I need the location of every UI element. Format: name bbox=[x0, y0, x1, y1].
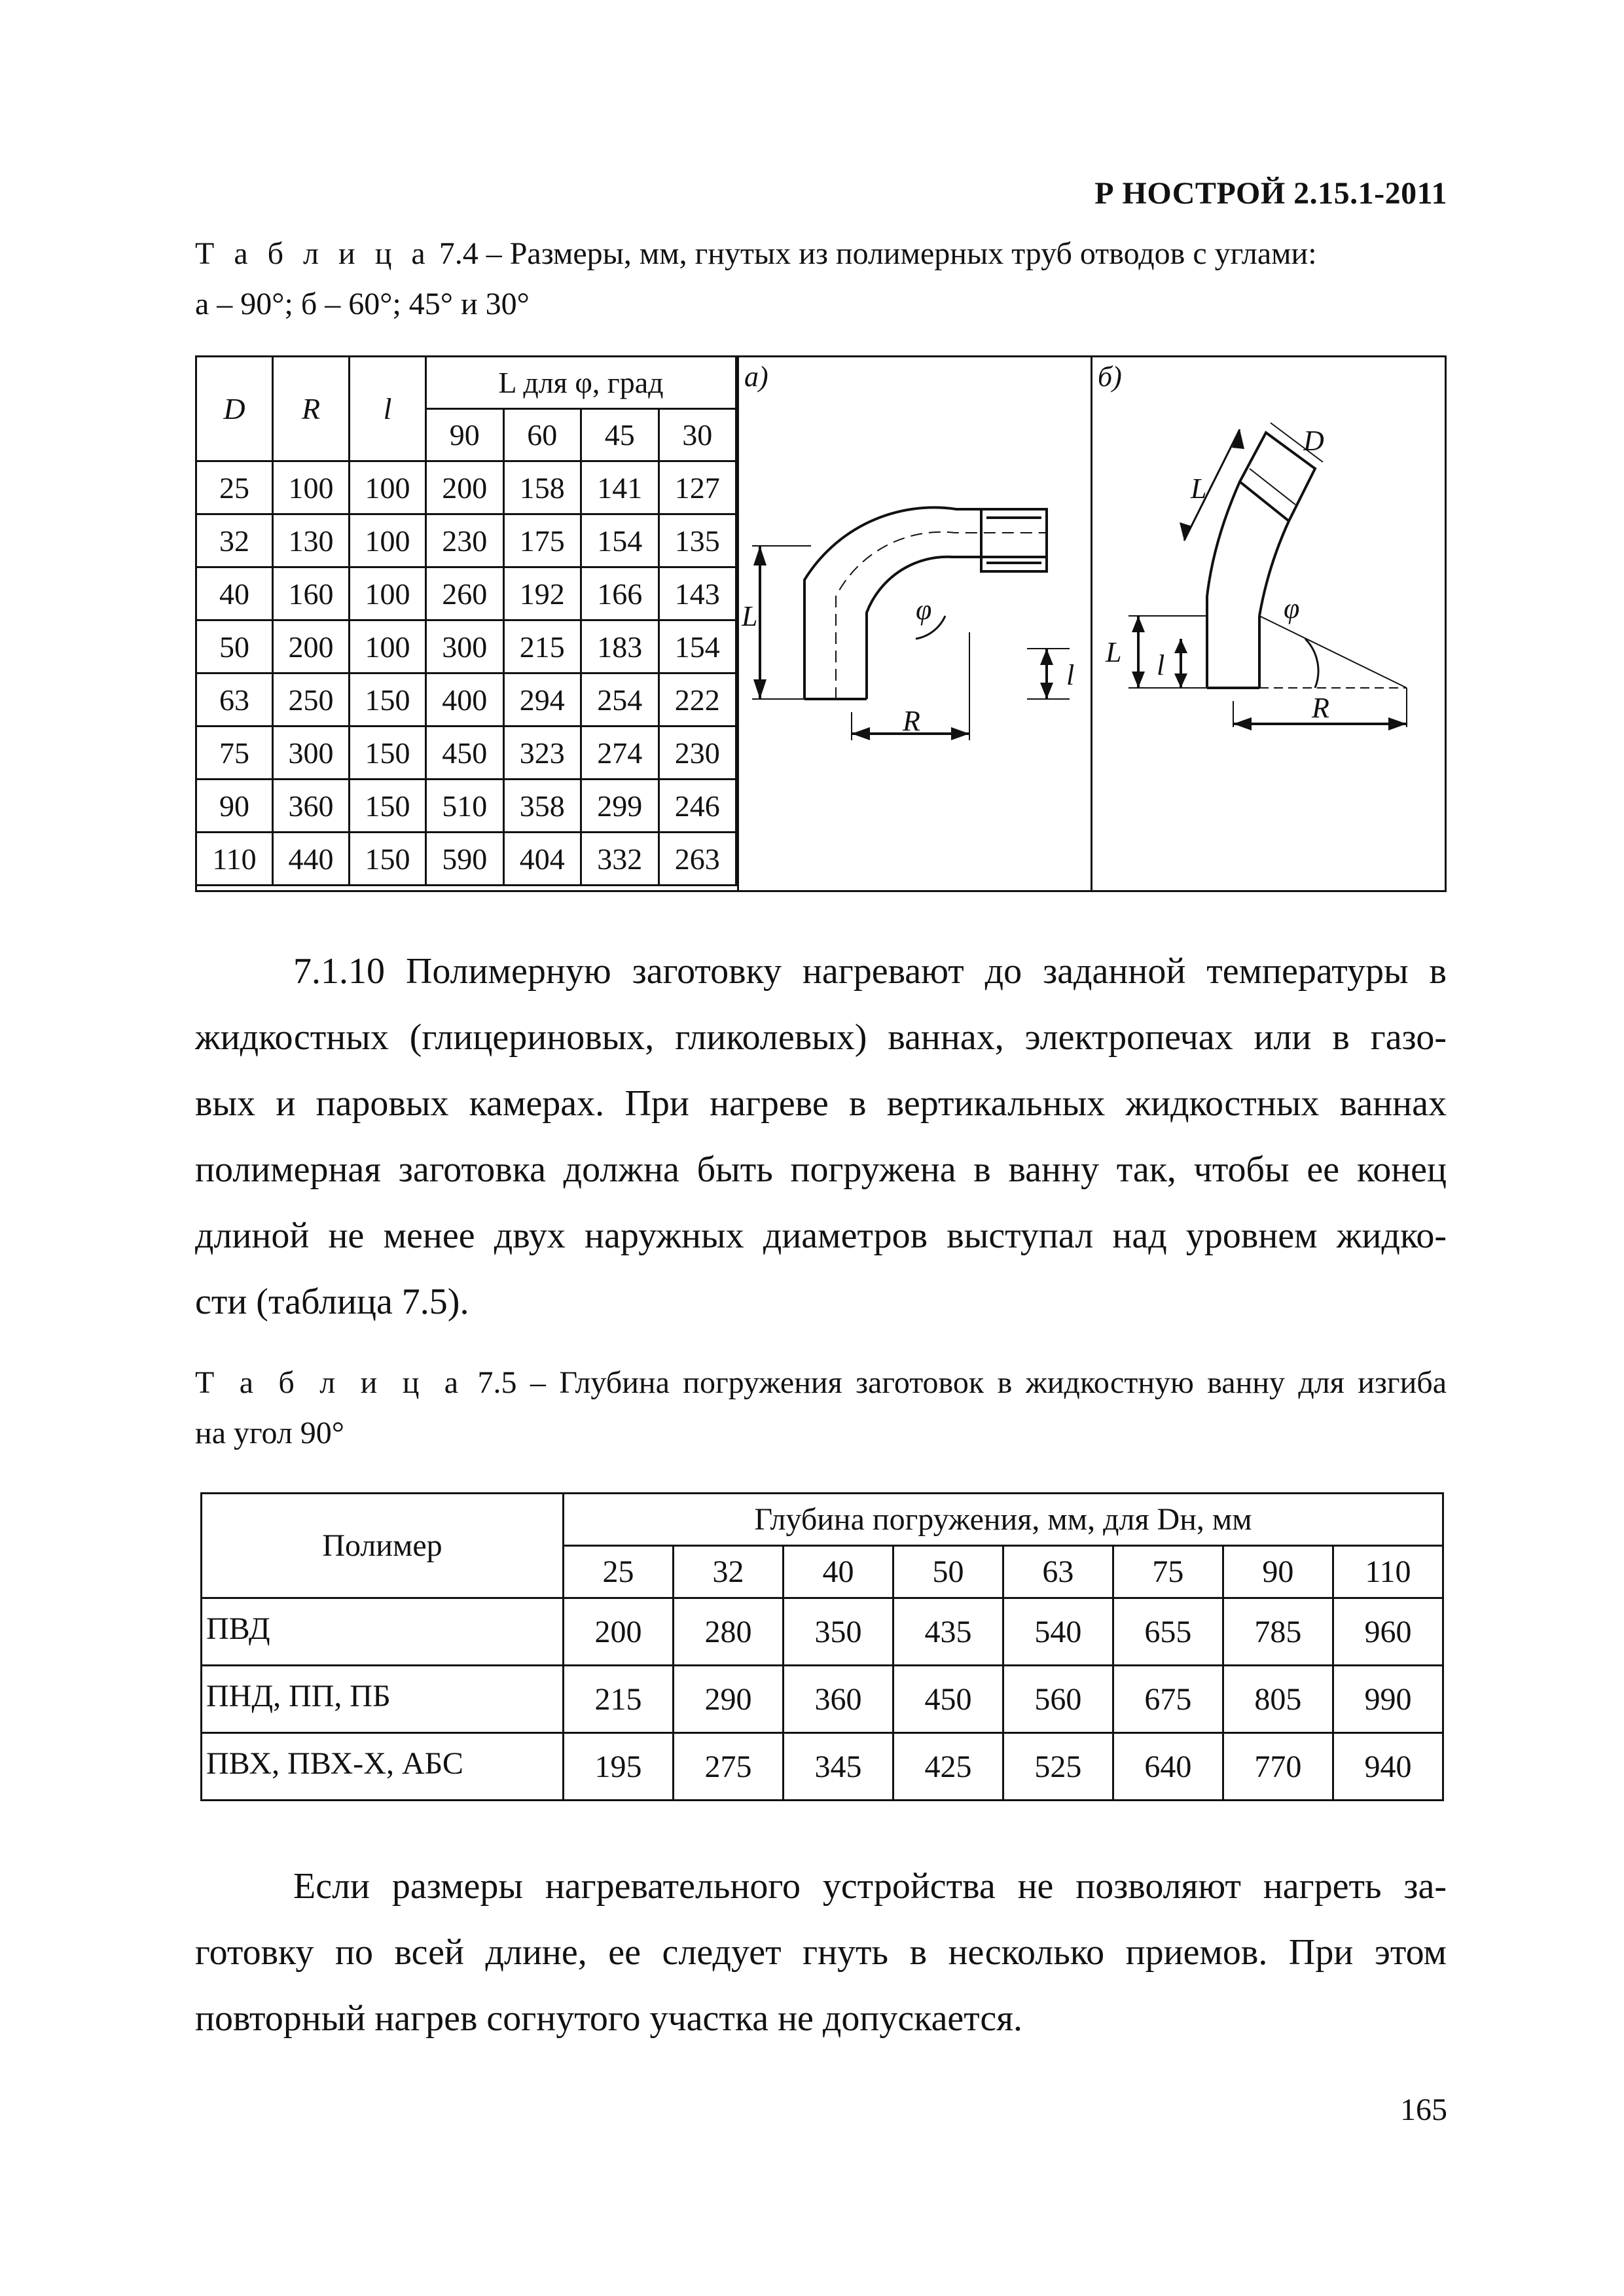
table-7-5-caption bbox=[195, 1358, 1447, 1459]
table-cell: 143 bbox=[659, 567, 736, 620]
paragraph-7-1-10 bbox=[195, 939, 1447, 1335]
depth-cell: 215 bbox=[564, 1666, 674, 1733]
depth-cell: 425 bbox=[893, 1733, 1003, 1801]
caption-line-2: на угол 90° bbox=[195, 1415, 344, 1450]
table-cell: 215 bbox=[503, 620, 581, 673]
para2-line: повторный нагрев согнутого участка не допускается. bbox=[195, 1998, 1023, 2039]
para1-line: 7.1.10 Полимерную заготовку нагревают до заданной температуры в bbox=[293, 951, 1447, 992]
table-row bbox=[196, 780, 736, 833]
table-cell: 130 bbox=[273, 514, 350, 567]
table-7-4-caption bbox=[195, 229, 1439, 330]
polymer-cell: ПВХ, ПВХ-Х, АБС bbox=[202, 1733, 564, 1801]
caption-prefix: Т а б л и ц а bbox=[195, 236, 431, 271]
table-row bbox=[196, 461, 736, 514]
fig-a-R-label: R bbox=[903, 705, 920, 737]
depth-cell: 640 bbox=[1113, 1733, 1223, 1801]
table-cell: 150 bbox=[350, 673, 426, 726]
depth-cell: 450 bbox=[893, 1666, 1003, 1733]
caption-line-2: а – 90°; б – 60°; 45° и 30° bbox=[195, 286, 530, 321]
para1-line: вых и паровых камерах. При нагреве в вертикальных жидкостных ваннах bbox=[195, 1083, 1447, 1124]
caption-prefix: Т а б л и ц а bbox=[195, 1365, 465, 1400]
table-cell: 100 bbox=[350, 620, 426, 673]
depth-cell: 675 bbox=[1113, 1666, 1223, 1733]
table-cell: 450 bbox=[426, 726, 504, 780]
fig-a-phi-label: φ bbox=[916, 594, 932, 626]
depth-cell: 770 bbox=[1223, 1733, 1333, 1801]
table-row bbox=[202, 1598, 1443, 1666]
depth-cell: 540 bbox=[1003, 1598, 1113, 1666]
para1-line: полимерная заготовка должна быть погружена в ванну так, чтобы ее конец bbox=[195, 1149, 1447, 1190]
depth-cell: 345 bbox=[783, 1733, 893, 1801]
depth-cell: 280 bbox=[673, 1598, 783, 1666]
depth-cell: 785 bbox=[1223, 1598, 1333, 1666]
table-cell: 90 bbox=[196, 780, 273, 833]
table-cell: 200 bbox=[273, 620, 350, 673]
table-cell: 150 bbox=[350, 780, 426, 833]
depth-cell: 435 bbox=[893, 1598, 1003, 1666]
header-L-for-phi: L для φ, град bbox=[426, 357, 736, 409]
table-cell: 154 bbox=[581, 514, 659, 567]
angle-45: 45 bbox=[581, 409, 659, 461]
fig-a-L-label: L bbox=[742, 600, 758, 632]
para1-line: жидкостных (глицериновых, гликолевых) ваннах, электропечах или в газо- bbox=[195, 1017, 1447, 1058]
header-l: l bbox=[350, 357, 426, 461]
header-depth: Глубина погружения, мм, для Dн, мм bbox=[564, 1494, 1443, 1546]
table-cell: 141 bbox=[581, 461, 659, 514]
table-cell: 200 bbox=[426, 461, 504, 514]
table-cell: 323 bbox=[503, 726, 581, 780]
table-cell: 175 bbox=[503, 514, 581, 567]
table-cell: 590 bbox=[426, 833, 504, 886]
para1-line: сти (таблица 7.5). bbox=[195, 1282, 469, 1322]
table-cell: 154 bbox=[659, 620, 736, 673]
header-R: R bbox=[273, 357, 350, 461]
angle-30: 30 bbox=[659, 409, 736, 461]
fig-b-L2-label: L bbox=[1106, 636, 1122, 668]
table-row bbox=[196, 514, 736, 567]
table-cell: 183 bbox=[581, 620, 659, 673]
diameter-header: 75 bbox=[1113, 1546, 1223, 1598]
table-cell: 166 bbox=[581, 567, 659, 620]
table-cell: 299 bbox=[581, 780, 659, 833]
table-cell: 246 bbox=[659, 780, 736, 833]
table-cell: 100 bbox=[350, 461, 426, 514]
polymer-cell: ПВД bbox=[202, 1598, 564, 1666]
table-cell: 158 bbox=[503, 461, 581, 514]
table-cell: 135 bbox=[659, 514, 736, 567]
fig-b-R-label: R bbox=[1312, 692, 1329, 724]
table-cell: 40 bbox=[196, 567, 273, 620]
table-row bbox=[196, 726, 736, 780]
table-cell: 230 bbox=[426, 514, 504, 567]
table-row bbox=[202, 1666, 1443, 1733]
table-cell: 50 bbox=[196, 620, 273, 673]
table-7-5 bbox=[200, 1492, 1444, 1801]
fig-b-phi-label: φ bbox=[1284, 592, 1300, 624]
header-polymer: Полимер bbox=[202, 1494, 564, 1598]
table-7-4-frame bbox=[195, 355, 1447, 892]
table-cell: 274 bbox=[581, 726, 659, 780]
table-cell: 294 bbox=[503, 673, 581, 726]
diameter-header: 90 bbox=[1223, 1546, 1333, 1598]
document-code-header: Р НОСТРОЙ 2.15.1-2011 bbox=[1094, 176, 1447, 211]
depth-cell: 990 bbox=[1333, 1666, 1443, 1733]
depth-cell: 350 bbox=[783, 1598, 893, 1666]
depth-cell: 195 bbox=[564, 1733, 674, 1801]
diameter-header: 32 bbox=[673, 1546, 783, 1598]
table-cell: 404 bbox=[503, 833, 581, 886]
table-cell: 510 bbox=[426, 780, 504, 833]
depth-cell: 275 bbox=[673, 1733, 783, 1801]
table-7-4 bbox=[195, 355, 737, 886]
table-cell: 192 bbox=[503, 567, 581, 620]
table-cell: 300 bbox=[273, 726, 350, 780]
fig-b-L-label: L bbox=[1191, 473, 1207, 505]
table-cell: 230 bbox=[659, 726, 736, 780]
table-cell: 100 bbox=[350, 567, 426, 620]
table-cell: 150 bbox=[350, 833, 426, 886]
figure-a bbox=[737, 357, 1092, 890]
table-row bbox=[202, 1733, 1443, 1801]
table-cell: 100 bbox=[273, 461, 350, 514]
para2-line: Если размеры нагревательного устройства не позволяют нагреть за- bbox=[293, 1866, 1447, 1907]
paragraph-heating bbox=[195, 1854, 1447, 2052]
figure-b-label: б) bbox=[1098, 361, 1122, 393]
table-cell: 127 bbox=[659, 461, 736, 514]
fig-a-l-label: l bbox=[1066, 659, 1075, 691]
depth-cell: 200 bbox=[564, 1598, 674, 1666]
table-row bbox=[196, 567, 736, 620]
table-cell: 400 bbox=[426, 673, 504, 726]
depth-cell: 940 bbox=[1333, 1733, 1443, 1801]
table-cell: 75 bbox=[196, 726, 273, 780]
table-cell: 25 bbox=[196, 461, 273, 514]
caption-text: 7.4 – Размеры, мм, гнутых из полимерных труб отводов с углами: bbox=[431, 236, 1317, 271]
table-cell: 332 bbox=[581, 833, 659, 886]
table-cell: 100 bbox=[350, 514, 426, 567]
table-cell: 160 bbox=[273, 567, 350, 620]
table-cell: 360 bbox=[273, 780, 350, 833]
page-number: 165 bbox=[1400, 2092, 1447, 2127]
polymer-cell: ПНД, ПП, ПБ bbox=[202, 1666, 564, 1733]
diameter-header: 25 bbox=[564, 1546, 674, 1598]
angle-90: 90 bbox=[426, 409, 504, 461]
table-row bbox=[196, 833, 736, 886]
table-cell: 222 bbox=[659, 673, 736, 726]
fig-b-D-label: D bbox=[1303, 425, 1324, 457]
table-row bbox=[196, 673, 736, 726]
figure-a-label: а) bbox=[744, 361, 768, 393]
depth-cell: 960 bbox=[1333, 1598, 1443, 1666]
depth-cell: 525 bbox=[1003, 1733, 1113, 1801]
depth-cell: 655 bbox=[1113, 1598, 1223, 1666]
table-cell: 254 bbox=[581, 673, 659, 726]
para1-line: длиной не менее двух наружных диаметров выступал над уровнем жидко- bbox=[195, 1215, 1447, 1256]
table-cell: 110 bbox=[196, 833, 273, 886]
table-row bbox=[196, 620, 736, 673]
para2-line: готовку по всей длине, ее следует гнуть в несколько приемов. При этом bbox=[195, 1932, 1447, 1973]
header-D: D bbox=[196, 357, 273, 461]
table-cell: 300 bbox=[426, 620, 504, 673]
figure-b bbox=[1091, 357, 1447, 890]
depth-cell: 805 bbox=[1223, 1666, 1333, 1733]
table-cell: 263 bbox=[659, 833, 736, 886]
diameter-header: 63 bbox=[1003, 1546, 1113, 1598]
depth-cell: 290 bbox=[673, 1666, 783, 1733]
table-cell: 63 bbox=[196, 673, 273, 726]
table-cell: 32 bbox=[196, 514, 273, 567]
fig-b-l-label: l bbox=[1157, 649, 1165, 681]
depth-cell: 360 bbox=[783, 1666, 893, 1733]
diameter-header: 40 bbox=[783, 1546, 893, 1598]
elbow-angle-drawing bbox=[1092, 357, 1447, 890]
table-cell: 358 bbox=[503, 780, 581, 833]
depth-cell: 560 bbox=[1003, 1666, 1113, 1733]
table-cell: 260 bbox=[426, 567, 504, 620]
table-cell: 440 bbox=[273, 833, 350, 886]
caption-text: 7.5 – Глубина погружения заготовок в жидкостную ванну для изгиба bbox=[464, 1365, 1447, 1400]
angle-60: 60 bbox=[503, 409, 581, 461]
diameter-header: 110 bbox=[1333, 1546, 1443, 1598]
table-cell: 150 bbox=[350, 726, 426, 780]
diameter-header: 50 bbox=[893, 1546, 1003, 1598]
table-cell: 250 bbox=[273, 673, 350, 726]
